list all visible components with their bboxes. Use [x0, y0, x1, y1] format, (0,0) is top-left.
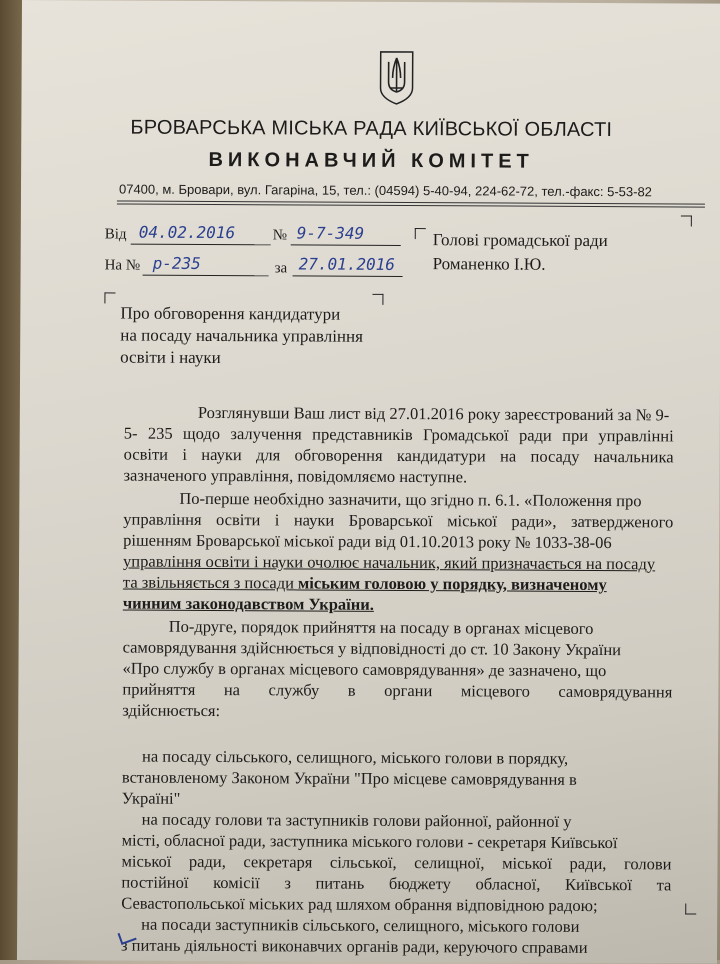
paragraph-2-line-2: управління освіти і науки Броварської міської ради», затвердженого	[123, 509, 674, 532]
addressee-title: Голові громадської ради	[432, 230, 608, 251]
item-3-line-2: з питань діяльності виконавчих органів ради, керуючого справами	[121, 935, 588, 957]
ref-date-label: за	[274, 260, 288, 277]
from-label: Від	[104, 226, 127, 243]
corner-mark-bottom	[685, 903, 696, 914]
paragraph-3-line-2: самоврядування здійснюється у відповідності до ст. 10 Закону України	[122, 637, 622, 660]
paragraph-3-line-5: здійснюється:	[122, 700, 221, 721]
ref-number: р-235	[152, 253, 201, 273]
item-2-line-2: місті, обласної ради, заступника міського голови - секретаря Київської	[121, 830, 618, 853]
subject-line-1: Про обговорення кандидатури	[120, 303, 341, 324]
item-2-line-3: міської ради, секретаря сільської, селищної, міської ради, голови	[121, 851, 672, 874]
contact-details: 07400, м. Бровари, вул. Гагаріна, 15, тел.: (04594) 5-40-94, 224-62-72, тел.-факс: 5-53-82	[118, 181, 652, 200]
item-1-line-1: на посаду сільського, селищного, міського голови в порядку,	[141, 746, 569, 768]
committee-name: ВИКОНАВЧИЙ КОМІТЕТ	[208, 148, 534, 173]
item-2-line-4: постійної комісії з питань бюджету обласної, Київської та	[121, 872, 672, 895]
subject-line-2: на посаду начальника управління	[120, 325, 364, 346]
number-label: №	[272, 227, 288, 244]
subject-corner-right	[372, 294, 383, 305]
outgoing-number: 9-7-349	[296, 223, 365, 243]
paragraph-2-line-5	[123, 573, 607, 596]
item-2-line-5: Севастопольської міських рад шляхом обрання відповідною радою;	[121, 893, 598, 916]
item-1-line-2: встановленому Законом України "Про місцеве самоврядування в	[121, 767, 577, 789]
addressee-name: Романенко І.Ю.	[432, 254, 546, 274]
item-1-line-3: Україні"	[121, 788, 181, 808]
paragraph-1-line-4: зазначеного управління, повідомляємо наступне.	[123, 465, 468, 487]
paragraph-3-line-3: «Про службу в органах місцевого самоврядування» де зазначено, що	[122, 658, 607, 681]
paragraph-1-line-2: 5- 235 щодо залучення представників Громадської ради при управлінні	[123, 423, 674, 446]
organization-name: БРОВАРСЬКА МІСЬКА РАДА КИЇВСЬКОЇ ОБЛАСТІ	[130, 116, 613, 142]
trident-emblem-icon	[376, 48, 416, 106]
paragraph-2-line-1: По-перше необхідно зазначити, що згідно п. 6.1. «Положення про	[179, 488, 642, 511]
item-2-line-1: на посаду голови та заступників голови районної, районної у	[141, 809, 572, 831]
subject-corner-left	[104, 292, 115, 303]
paragraph-3-line-4: прийняття на службу в органи місцевого самоврядування	[122, 679, 673, 702]
letter-page	[17, 0, 720, 964]
paragraph-1-line-1: Розглянувши Ваш лист від 27.01.2016 року зареєстрований за № 9-	[197, 402, 670, 425]
ref-date-line	[293, 275, 403, 277]
ref-number-line	[143, 275, 269, 277]
paragraph-1-line-3: освіти і науки для обговорення кандидатури на посаду начальника	[123, 444, 674, 467]
paragraph-2-line-5-start: та звільняється з посади	[122, 572, 295, 593]
number-line	[291, 244, 401, 246]
ref-date: 27.01.2016	[298, 254, 395, 274]
addressee-corner-left	[415, 228, 426, 239]
paragraph-3-line-1: По-друге, порядок прийняття на посаду в органах місцевого	[168, 616, 594, 639]
paragraph-2-line-3: рішенням Броварської міської ради від 01.10.2013 року № 1033-38-06	[123, 530, 612, 553]
item-3-line-1: на посади заступників сільського, селищного, міського голови	[141, 914, 580, 936]
ref-label: На №	[104, 257, 141, 274]
from-date: 04.02.2016	[138, 222, 236, 243]
subject-line-3: освіти і науки	[120, 347, 221, 368]
paragraph-2-line-6: чинним законодавством України.	[122, 593, 374, 614]
paragraph-2-line-4: управління освіти і науки очолює начальник, який призначається на посаду	[123, 551, 656, 574]
from-date-line	[131, 244, 271, 246]
paragraph-2-line-5-bold: міським головою у порядку, визначеному	[298, 573, 607, 595]
addressee-corner-right	[681, 215, 692, 226]
